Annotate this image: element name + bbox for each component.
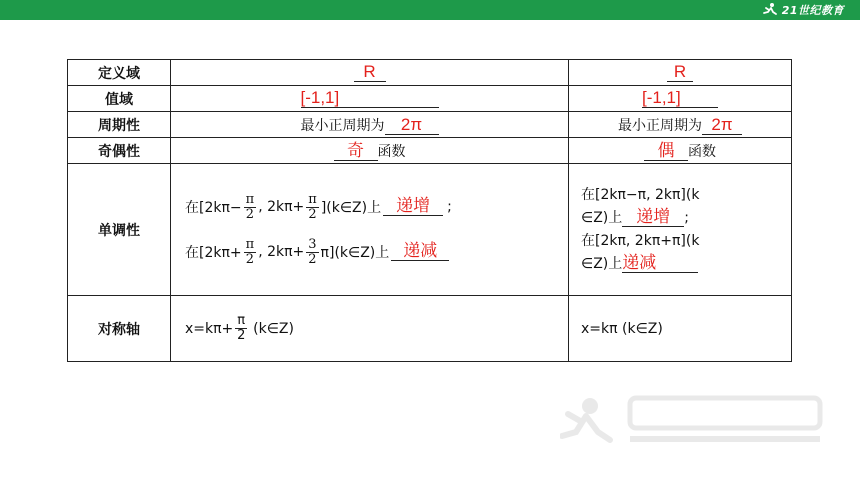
mono-sin-l1-c: ](k∈Z)上 bbox=[320, 200, 382, 216]
mono-sin-l2-c: π](k∈Z)上 bbox=[320, 245, 390, 261]
cell-axis-cos bbox=[569, 296, 792, 362]
cell-domain-sin bbox=[171, 60, 569, 86]
cell-range-sin bbox=[171, 86, 569, 112]
period-prefix-sin: 最小正周期为 bbox=[300, 117, 385, 134]
blank-range-sin bbox=[300, 87, 439, 108]
fraction-pi-over-2 bbox=[235, 314, 247, 343]
fraction-3-over-2 bbox=[306, 238, 318, 267]
row-monotonicity bbox=[68, 164, 792, 296]
blank-mono-cos-increase bbox=[622, 206, 684, 227]
mono-sin-l1-a: 在[2kπ− bbox=[185, 200, 242, 216]
cell-period-sin bbox=[171, 112, 569, 138]
label-period: 周期性 bbox=[68, 112, 171, 138]
cell-range-cos bbox=[569, 86, 792, 112]
frac-num: 3 bbox=[308, 236, 317, 252]
runner-icon bbox=[762, 2, 778, 18]
brand-logo bbox=[762, 1, 844, 19]
mono-cos-l2 bbox=[581, 207, 791, 230]
row-domain bbox=[68, 60, 792, 86]
row-range bbox=[68, 86, 792, 112]
blank-mono-cos-decrease bbox=[622, 252, 698, 273]
frac-den: 2 bbox=[308, 251, 317, 267]
answer-domain-sin: R bbox=[363, 61, 376, 81]
mono-sin-l2-b: , 2kπ+ bbox=[258, 244, 305, 260]
mono-cos-text bbox=[569, 184, 791, 276]
axis-cos-text: x=kπ (k∈Z) bbox=[581, 320, 663, 337]
answer-range-cos: [-1,1] bbox=[642, 87, 681, 107]
cell-parity-cos bbox=[569, 138, 792, 164]
watermark-logo-icon bbox=[560, 388, 830, 450]
row-parity bbox=[68, 138, 792, 164]
mono-cos-l1: 在[2kπ−π, 2kπ](k bbox=[581, 186, 700, 203]
frac-den: 2 bbox=[245, 206, 255, 222]
mono-sin-increase-line bbox=[171, 193, 568, 222]
period-prefix-cos: 最小正周期为 bbox=[618, 117, 702, 134]
mono-cos-l4-text: ∈Z)上 bbox=[581, 255, 623, 272]
cell-period-cos bbox=[569, 112, 792, 138]
brand-logo-text: 21世纪教育 bbox=[781, 4, 844, 17]
mono-sin-l1-b: , 2kπ+ bbox=[258, 199, 305, 215]
blank-parity-sin bbox=[334, 140, 378, 161]
answer-parity-cos: 偶 bbox=[657, 140, 675, 160]
row-period bbox=[68, 112, 792, 138]
axis-sin-a: x=kπ+ bbox=[185, 320, 234, 337]
label-range: 值域 bbox=[68, 86, 171, 112]
blank-period-sin bbox=[385, 114, 439, 135]
fraction-pi-over-2 bbox=[244, 193, 257, 222]
frac-den: 2 bbox=[245, 251, 255, 267]
blank-domain-cos bbox=[667, 61, 693, 82]
blank-range-cos bbox=[642, 87, 718, 108]
blank-mono-sin-increase bbox=[383, 198, 443, 216]
label-domain: 定义域 bbox=[68, 60, 171, 86]
fraction-pi-over-2 bbox=[244, 238, 257, 267]
parity-suffix-sin: 函数 bbox=[377, 143, 406, 160]
axis-sin-line bbox=[171, 314, 568, 343]
answer-mono-sin-decrease: 递减 bbox=[403, 241, 438, 260]
frac-num: π bbox=[237, 313, 246, 328]
cell-parity-sin bbox=[171, 138, 569, 164]
mono-sin-decrease-line bbox=[171, 238, 568, 267]
frac-num: π bbox=[308, 191, 317, 207]
answer-mono-cos-decrease: 递减 bbox=[622, 252, 657, 272]
blank-domain-sin bbox=[354, 61, 386, 82]
top-banner bbox=[0, 0, 860, 20]
cell-monotonicity-sin bbox=[171, 164, 569, 296]
blank-mono-sin-decrease bbox=[391, 243, 449, 261]
cell-monotonicity-cos bbox=[569, 164, 792, 296]
mono-cos-l2-end: ; bbox=[684, 209, 689, 226]
mono-cos-l3: 在[2kπ, 2kπ+π](k bbox=[581, 232, 700, 249]
row-symmetry-axis bbox=[68, 296, 792, 362]
fraction-pi-over-2 bbox=[306, 193, 319, 222]
blank-period-cos bbox=[702, 114, 742, 135]
answer-mono-sin-increase: 递增 bbox=[396, 196, 431, 215]
axis-sin-b: (k∈Z) bbox=[253, 320, 294, 337]
frac-den: 2 bbox=[237, 328, 246, 343]
mono-cos-l2-text: ∈Z)上 bbox=[581, 209, 623, 226]
mono-sin-l1-end: ; bbox=[447, 199, 452, 215]
label-monotonicity: 单调性 bbox=[68, 164, 171, 296]
mono-sin-l2-a: 在[2kπ+ bbox=[185, 245, 242, 261]
label-symmetry-axis: 对称轴 bbox=[68, 296, 171, 362]
trig-properties-table bbox=[67, 59, 792, 362]
answer-mono-cos-increase: 递增 bbox=[636, 206, 671, 226]
answer-parity-sin: 奇 bbox=[347, 140, 364, 160]
frac-num: π bbox=[245, 191, 255, 207]
cell-domain-cos bbox=[569, 60, 792, 86]
parity-suffix-cos: 函数 bbox=[688, 143, 716, 160]
mono-cos-l4 bbox=[581, 253, 791, 276]
frac-den: 2 bbox=[308, 206, 317, 222]
blank-parity-cos bbox=[644, 140, 688, 161]
label-parity: 奇偶性 bbox=[68, 138, 171, 164]
cell-axis-sin bbox=[171, 296, 569, 362]
answer-domain-cos: R bbox=[673, 61, 687, 81]
answer-range-sin: [-1,1] bbox=[300, 87, 340, 107]
frac-num: π bbox=[245, 236, 255, 252]
answer-period-cos: 2π bbox=[711, 114, 733, 134]
answer-period-sin: 2π bbox=[400, 114, 423, 134]
